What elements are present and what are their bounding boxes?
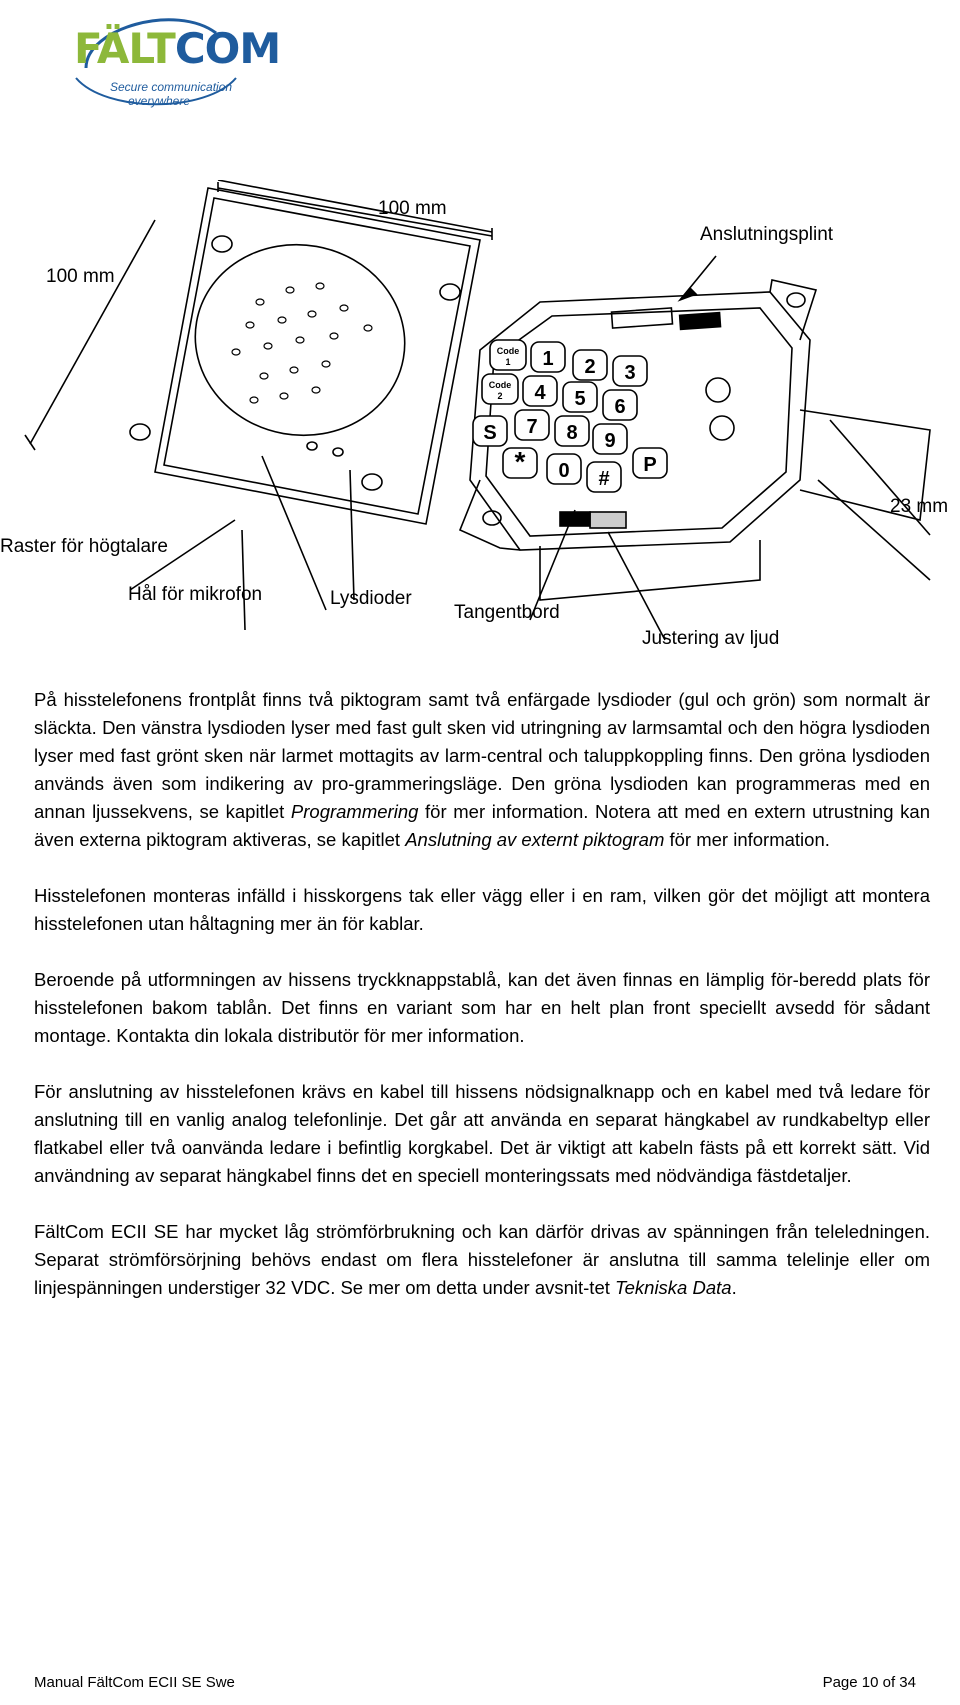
- p1-ref-programmering: Programmering: [290, 801, 419, 822]
- p5-ref-tekniska-data: Tekniska Data: [615, 1277, 732, 1298]
- p5-text-a: FältCom ECII SE har mycket låg strömförbrukning och kan därför drivas av spänningen från teleledningen. Separat strömförsörjning behövs endast om flera hisstelefoner är anslutna till samma telelinje eller om linjespänningen understiger 32 VDC. Se mer om detta under avsnit-tet: [34, 1221, 930, 1298]
- p1-ref-anslutning: Anslutning av externt piktogram: [405, 829, 665, 850]
- paragraph-panel: Beroende på utformningen av hissens tryckknappstablå, kan det även finnas en lämplig för-beredd plats för hisstelefonen bakom tablån. Det finns en variant som har en helt plan front speciellt avsedd för sådant montage. Kontakta din lokala distributör för mer information.: [34, 969, 930, 1046]
- key-5-label: 5: [574, 388, 586, 410]
- code-key-2-number: 2: [497, 391, 503, 401]
- key-P-label: P: [643, 454, 657, 476]
- key-7-label: 7: [526, 416, 538, 438]
- key-9-label: 9: [604, 430, 616, 452]
- connector-label: Anslutningsplint: [700, 224, 834, 245]
- key-#-label: #: [598, 468, 610, 490]
- sound-adjust-wheel: [590, 512, 626, 528]
- logo-tagline-1: Secure communication: [110, 80, 233, 94]
- key-8-label: 8: [566, 422, 578, 444]
- keypad-label: Tangentbord: [454, 602, 560, 623]
- key-*-label: *: [514, 446, 526, 477]
- width-dimension-label: 100 mm: [378, 198, 447, 219]
- p1-text-a: På hisstelefonens frontplåt finns två piktogram samt två enfärgade lysdioder (gul och grön) som normalt är släckta. Den vänstra lysdioden lyser med fast gult sken vid utringning av larmsamtal och den högra lysdioden lyser med fast grönt sken när larmet mottagits av larm-central och taluppkoppling finns. Den gröna lysdioden används även som indikering av pro-grammeringsläge. Den gröna lysdioden kan programmeras med en annan ljussekvens, se kapitlet: [34, 689, 930, 822]
- footer-page-number: Page 10 of 34: [822, 1674, 916, 1691]
- p1-text-c: för mer information. Notera att med en extern utrustning kan även externa piktogram aktiveras, se kapitlet: [34, 801, 930, 850]
- key-4-label: 4: [534, 382, 546, 404]
- logo-tagline-2: everywhere: [128, 94, 191, 108]
- logo-wordmark-part1: FÄLT: [74, 24, 175, 73]
- key-2-label: 2: [584, 356, 596, 378]
- logo-wordmark-part2: COM: [174, 24, 281, 73]
- mic-hole-label: Hål för mikrofon: [128, 584, 263, 605]
- document-body: [34, 686, 930, 1330]
- paragraph-cables: För anslutning av hisstelefonen krävs en kabel till hissens nödsignalknapp och en kabel med två ledare för anslutning till en vanlig analog telefonlinje. Det går att använda en separat hängkabel av rundkabeltyp eller flatkabel eller två oanvända ledare i befintlig korgkabel. Det är viktigt att kabeln fästs på ett korrekt sätt. Vid användning av separat hängkabel finns det en speciell monteringssats med nödvändiga fästdetaljer.: [34, 1081, 930, 1186]
- paragraph-power: [34, 1218, 930, 1302]
- key-S-label: S: [483, 422, 497, 444]
- logo-wordmark: [74, 24, 281, 73]
- paragraph-mounting: Hisstelefonen monteras infälld i hisskorgens tak eller vägg eller i en ram, vilken gör det möjligt att montera hisstelefonen utan håltagning mer än för kablar.: [34, 885, 930, 934]
- key-3-label: 3: [624, 362, 636, 384]
- key-6-label: 6: [614, 396, 626, 418]
- phone-diagram: [0, 180, 960, 670]
- depth-dimension-label: 23 mm: [890, 496, 949, 517]
- code-key-2-label: Code: [488, 380, 512, 390]
- speaker-grid-label: Raster för högtalare: [0, 536, 168, 557]
- key-0-label: 0: [558, 460, 570, 482]
- leds-label: Lysdioder: [330, 588, 412, 609]
- p5-text-c: .: [731, 1277, 737, 1298]
- paragraph-led-info: [34, 686, 930, 854]
- p1-text-e: för mer information.: [664, 829, 830, 850]
- footer-manual-title: Manual FältCom ECII SE Swe: [34, 1674, 235, 1691]
- code-key-1-number: 1: [505, 357, 511, 367]
- height-dimension-label: 100 mm: [46, 266, 115, 287]
- key-1-label: 1: [542, 348, 554, 370]
- code-key-1-label: Code: [496, 346, 520, 356]
- sound-adjust-label: Justering av ljud: [642, 628, 780, 649]
- faltcom-logo: [66, 8, 281, 118]
